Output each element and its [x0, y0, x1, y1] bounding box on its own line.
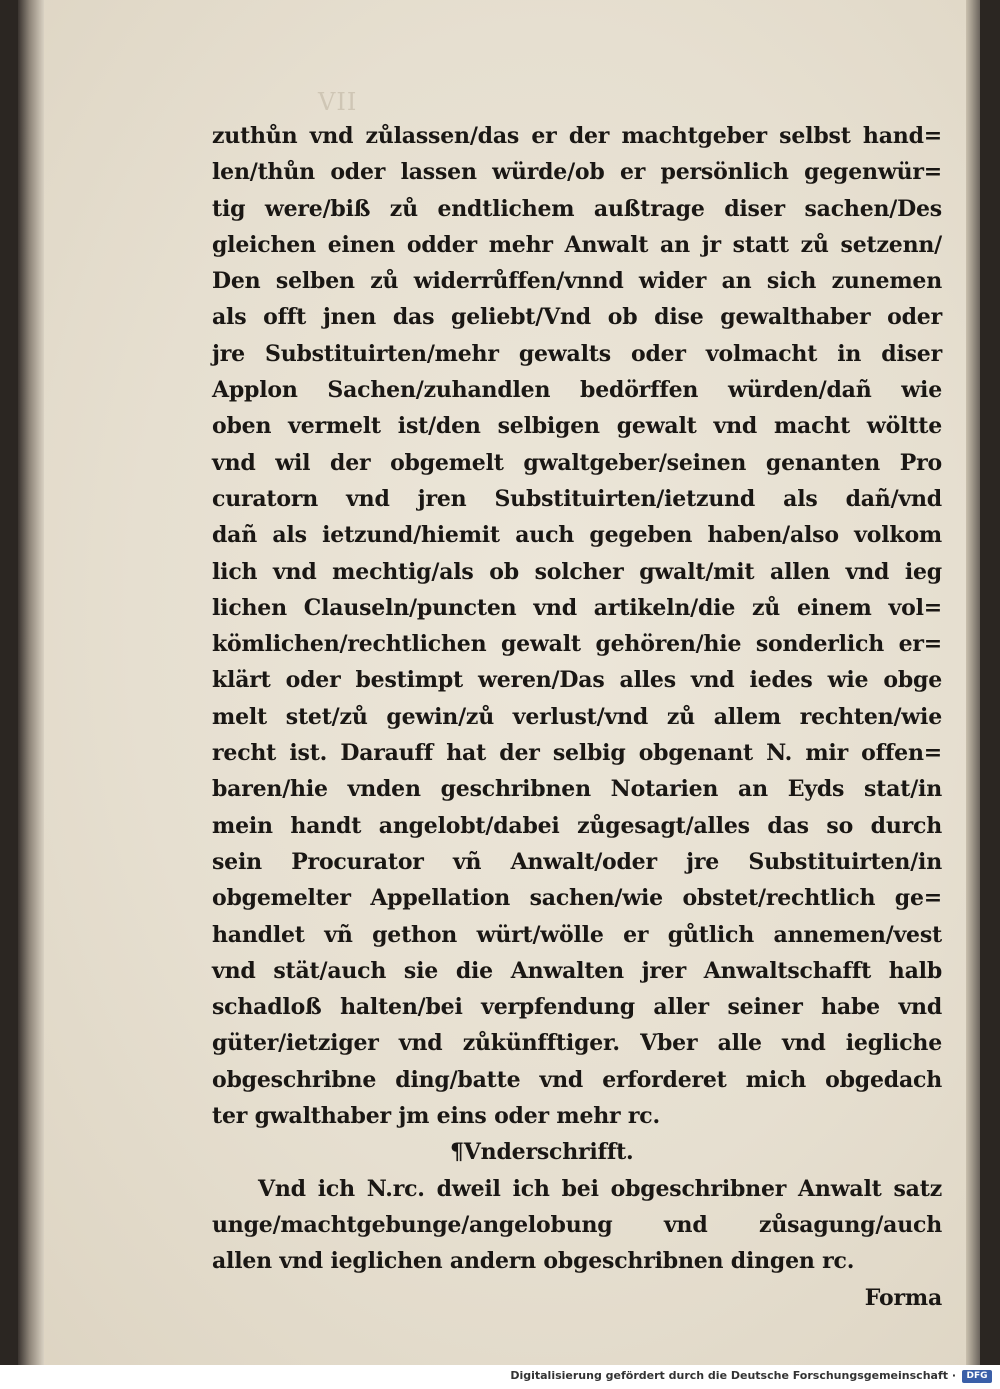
text-line: Vnd ich N.rc. dweil ich bei obgeschribner Anwalt satz — [258, 1175, 942, 1202]
text-line: klärt oder bestimpt weren/Das alles vnd iedes wie obge — [212, 667, 942, 694]
text-line: baren/hie vnden geschribnen Notarien an Eyds stat/in — [212, 776, 942, 803]
footer-bar — [0, 1365, 1000, 1389]
text-line: zuthůn vnd zůlassen/das er der machtgeber selbst hand= — [212, 123, 942, 149]
text-line: lich vnd mechtig/als ob solcher gwalt/mit allen vnd ieg — [212, 558, 942, 585]
text-line: recht ist. Darauff hat der selbig obgenant N. mir offen= — [212, 740, 942, 767]
text-line: güter/ietziger vnd zůkünfftiger. Vber alle vnd iegliche — [212, 1030, 942, 1057]
text-line: lichen Clauseln/puncten vnd artikeln/die zů einem vol= — [212, 594, 942, 621]
text-line: oben vermelt ist/den selbigen gewalt vnd macht wöltte — [212, 413, 942, 440]
text-line: curatorn vnd jren Substituirten/ietzund als dañ/vnd — [212, 485, 942, 512]
text-line: tig were/biß zů endtlichem außtrage diser sachen/Des — [212, 195, 942, 222]
text-line: obgemelter Appellation sachen/wie obstet/rechtlich ge= — [212, 885, 942, 912]
text-line: jre Substituirten/mehr gewalts oder volmacht in diser — [212, 340, 942, 367]
folio-number: VII — [318, 88, 358, 116]
text-line: kömlichen/rechtlichen gewalt gehören/hie sonderlich er= — [212, 631, 942, 658]
text-line: Applon Sachen/zuhandlen bedörffen würden/dañ wie — [212, 377, 942, 404]
text-line: handlet vñ gethon würt/wölle er gůtlich annemen/vest — [212, 921, 942, 948]
text-line: ter gwalthaber jm eins oder mehr rc. — [212, 1103, 660, 1130]
text-line: len/thůn oder lassen würde/ob er persönlich gegenwür= — [212, 159, 942, 186]
text-line: schadloß halten/bei verpfendung aller seiner habe vnd — [212, 994, 942, 1021]
text-line: obgeschribne ding/batte vnd erforderet mich obgedach — [212, 1066, 942, 1093]
text-line: dañ als ietzund/hiemit auch gegeben haben/also volkom — [212, 522, 942, 549]
text-line: vnd wil der obgemelt gwaltgeber/seinen genanten Pro — [212, 449, 942, 476]
text-line: vnd stät/auch sie die Anwalten jrer Anwaltschafft halb — [212, 957, 942, 984]
text-line: allen vnd ieglichen andern obgeschribnen dingen rc. — [212, 1248, 855, 1275]
text-line: als offt jnen das geliebt/Vnd ob dise gewalthaber oder — [212, 304, 942, 331]
funding-credit: Digitalisierung gefördert durch die Deutsche Forschungsgemeinschaft · — [510, 1369, 956, 1382]
text-line: unge/machtgebunge/angelobung vnd zůsagung/auch — [212, 1211, 942, 1238]
binding-gutter — [18, 0, 44, 1365]
text-line: Den selben zů widerrůffen/vnnd wider an sich zunemen — [212, 268, 942, 295]
page-edge-shadow — [966, 0, 980, 1365]
text-line: gleichen einen odder mehr Anwalt an jr statt zů setzenn/ — [212, 231, 942, 258]
text-line: melt stet/zů gewin/zů verlust/vnd zů allem rechten/wie — [212, 703, 942, 730]
body-text — [212, 118, 942, 1316]
text-line: sein Procurator vñ Anwalt/oder jre Substituirten/in — [212, 848, 942, 875]
catchword: Forma — [864, 1284, 942, 1311]
text-line: mein handt angelobt/dabei zůgesagt/alles das so durch — [212, 812, 942, 839]
section-heading: ¶Vnderschrifft. — [450, 1139, 634, 1166]
dfg-logo-icon: DFG — [962, 1370, 992, 1383]
